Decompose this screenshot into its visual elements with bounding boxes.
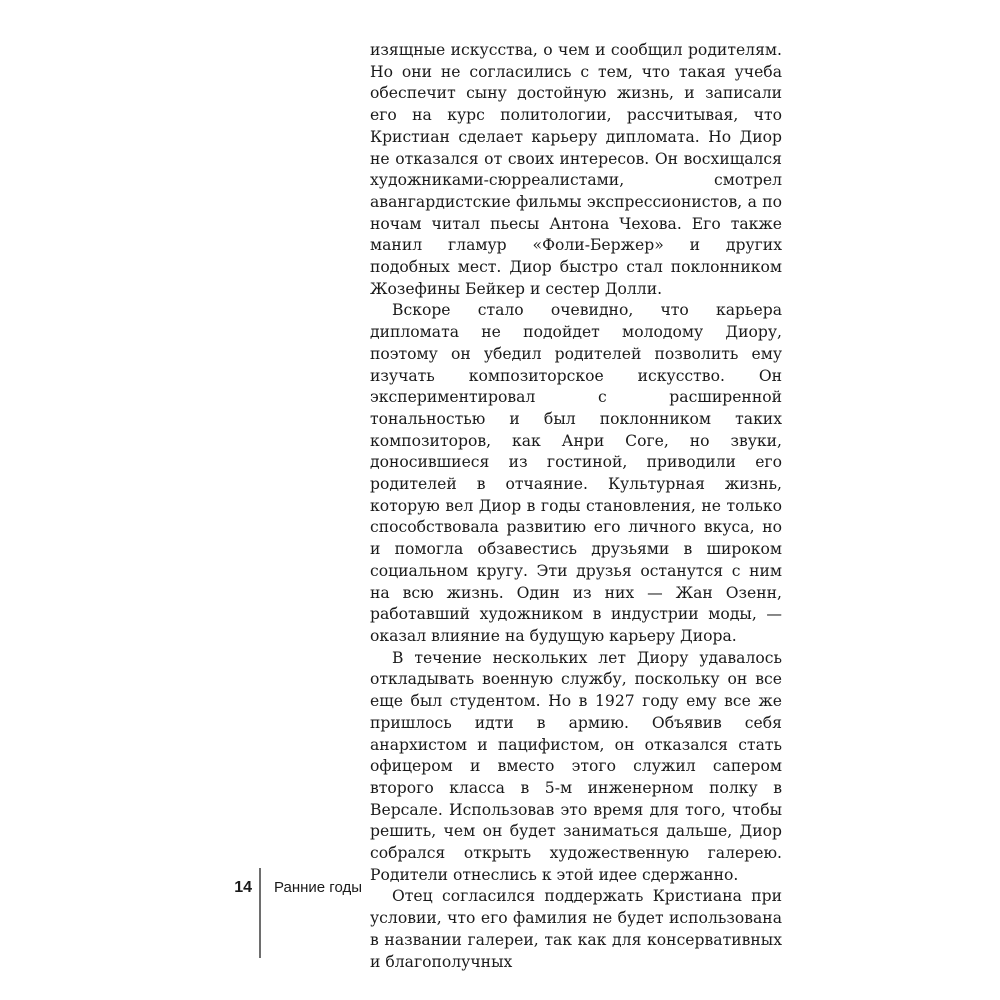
- page-number: 14: [234, 879, 252, 896]
- paragraph: изящные искусства, о чем и сообщил родителям. Но они не согласились с тем, что такая учеба обеспечит сыну достойную жизнь, и записали его на курс политологии, рассчитывая, что Кристиан сделает карьеру дипломата. Но Диор не отказался от своих интересов. Он восхищался художниками-сюрреалистами, смотрел авангардистские фильмы экспрессионистов, а по ночам читал пьесы Антона Чехова. Его также манил гламур «Фоли-Бержер» и других подобных мест. Диор быстро стал поклонником Жозефины Бейкер и сестер Долли.: [370, 41, 782, 298]
- running-head: Ранние годы: [274, 879, 362, 896]
- paragraph: Вскоре стало очевидно, что карьера дипломата не подойдет молодому Диору, поэтому он убедил родителей позволить ему изучать композиторское искусство. Он экспериментировал с расширенной тональностью и был поклонником таких композиторов, как Анри Соге, но звуки, доносившиеся из гостиной, приводили его родителей в отчаяние. Культурная жизнь, которую вел Диор в годы становления, не только способствовала развитию его личного вкуса, но и помогла обзавестись друзьями в широком социальном кругу. Эти друзья останутся с ним на всю жизнь. Один из них — Жан Озенн, работавший художником в индустрии моды, — оказал влияние на будущую карьеру Диора.: [370, 301, 782, 645]
- body-text: [370, 40, 782, 973]
- paragraph: Отец согласился поддержать Кристиана при условии, что его фамилия не будет использована в названии галереи, так как для консервативных и благополучных: [370, 887, 782, 971]
- footer-divider: [259, 868, 261, 958]
- paragraph: В течение нескольких лет Диору удавалось откладывать военную службу, поскольку он все еще был студентом. Но в 1927 году ему все же пришлось идти в армию. Объявив себя анархистом и пацифистом, он отказался стать офицером и вместо этого служил сапером второго класса в 5-м инженерном полку в Версале. Использовав это время для того, чтобы решить, чем он будет заниматься дальше, Диор собрался открыть художественную галерею. Родители отнеслись к этой идее сдержанно.: [370, 648, 782, 884]
- page-footer: [0, 868, 1000, 958]
